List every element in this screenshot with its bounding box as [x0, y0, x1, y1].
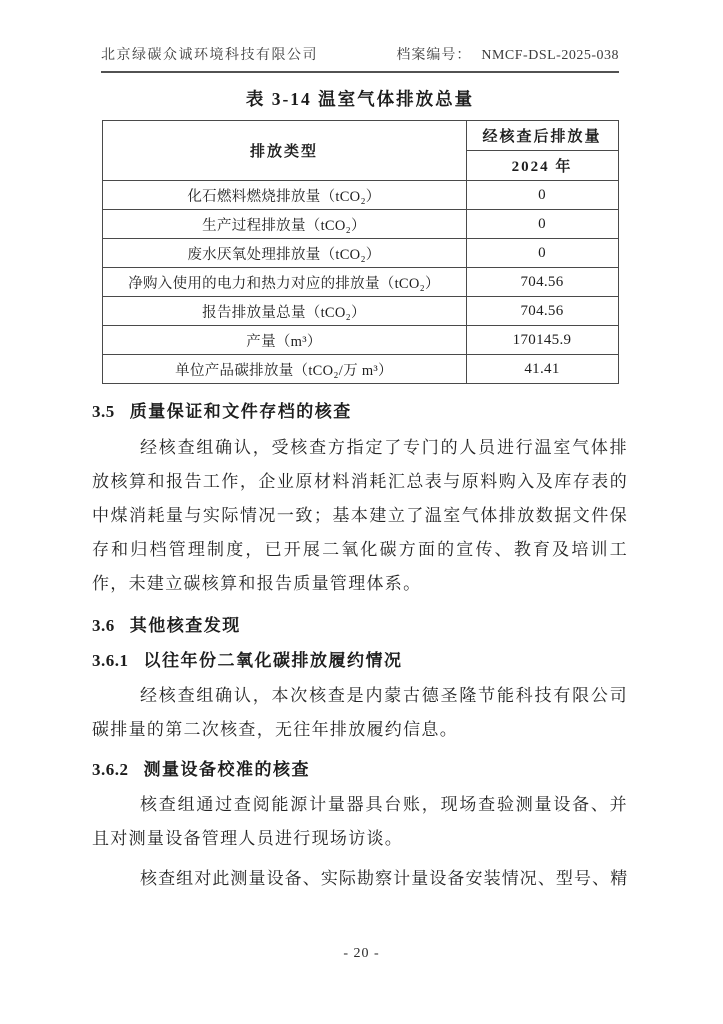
row-value: 704.56	[466, 297, 618, 326]
emissions-table	[102, 120, 619, 384]
page-number: - 20 -	[343, 946, 380, 961]
row-value: 0	[466, 181, 618, 210]
section-3-6-2-paragraph-2: 核查组对此测量设备、实际勘察计量设备安装情况、型号、精	[140, 869, 628, 888]
table-row	[102, 239, 618, 268]
table-row	[102, 210, 618, 239]
section-heading-3-6	[92, 613, 628, 639]
row-label: 废水厌氧处理排放量（tCO₂）	[102, 239, 466, 268]
row-label: 单位产品碳排放量（tCO₂/万 m³）	[102, 355, 466, 384]
row-label: 产量（m³）	[102, 326, 466, 355]
table-row	[102, 268, 618, 297]
col-header-year: 2024 年	[466, 151, 618, 181]
table-header-row-1	[102, 121, 618, 151]
section-title: 质量保证和文件存档的核查	[129, 402, 352, 421]
table-row	[102, 297, 618, 326]
table-caption: 表 3-14 温室气体排放总量	[245, 89, 475, 109]
row-value: 41.41	[466, 355, 618, 384]
row-value: 704.56	[466, 268, 618, 297]
section-heading-3-5	[92, 399, 628, 425]
table-row	[102, 181, 618, 210]
section-number: 3.6.2	[92, 760, 129, 779]
row-value: 0	[466, 239, 618, 268]
archive-number: NMCF-DSL-2025-038	[481, 48, 619, 63]
col-header-emission-type: 排放类型	[102, 121, 466, 181]
section-number: 3.5	[92, 402, 115, 421]
section-title: 其他核查发现	[129, 616, 241, 635]
section-title: 以往年份二氧化碳排放履约情况	[143, 651, 403, 670]
page-content	[92, 86, 628, 896]
row-label: 生产过程排放量（tCO₂）	[102, 210, 466, 239]
section-number: 3.6	[92, 616, 115, 635]
section-title: 测量设备校准的核查	[143, 760, 310, 779]
row-label: 净购入使用的电力和热力对应的排放量（tCO₂）	[102, 268, 466, 297]
table-row	[102, 326, 618, 355]
header-archive	[396, 44, 619, 64]
section-number: 3.6.1	[92, 651, 129, 670]
table-row	[102, 355, 618, 384]
header-company-name: 北京绿碳众诚环境科技有限公司	[101, 48, 318, 63]
section-3-5-paragraph: 经核查组确认，受核查方指定了专门的人员进行温室气体排放核算和报告工作，企业原材料消耗汇总表与原料购入及库存表的中煤消耗量与实际情况一致；基本建立了温室气体排放数据文件保存和归档管理制度，已开展二氧化碳方面的宣传、教育及培训工作，未建立碳核算和报告质量管理体系。	[92, 438, 628, 593]
section-heading-3-6-1	[92, 648, 628, 674]
section-3-6-1-paragraph: 经核查组确认，本次核查是内蒙古德圣隆节能科技有限公司碳排量的第二次核查，无往年排放履约信息。	[92, 686, 628, 739]
section-heading-3-6-2	[92, 757, 628, 783]
row-value: 170145.9	[466, 326, 618, 355]
archive-label: 档案编号：	[396, 48, 472, 63]
row-value: 0	[466, 210, 618, 239]
row-label: 报告排放量总量（tCO₂）	[102, 297, 466, 326]
page-header	[101, 44, 619, 73]
section-3-6-2-paragraph-1: 核查组通过查阅能源计量器具台账，现场查验测量设备、并且对测量设备管理人员进行现场访谈。	[92, 795, 628, 848]
row-label: 化石燃料燃烧排放量（tCO₂）	[102, 181, 466, 210]
col-header-verified-amount: 经核查后排放量	[466, 121, 618, 151]
